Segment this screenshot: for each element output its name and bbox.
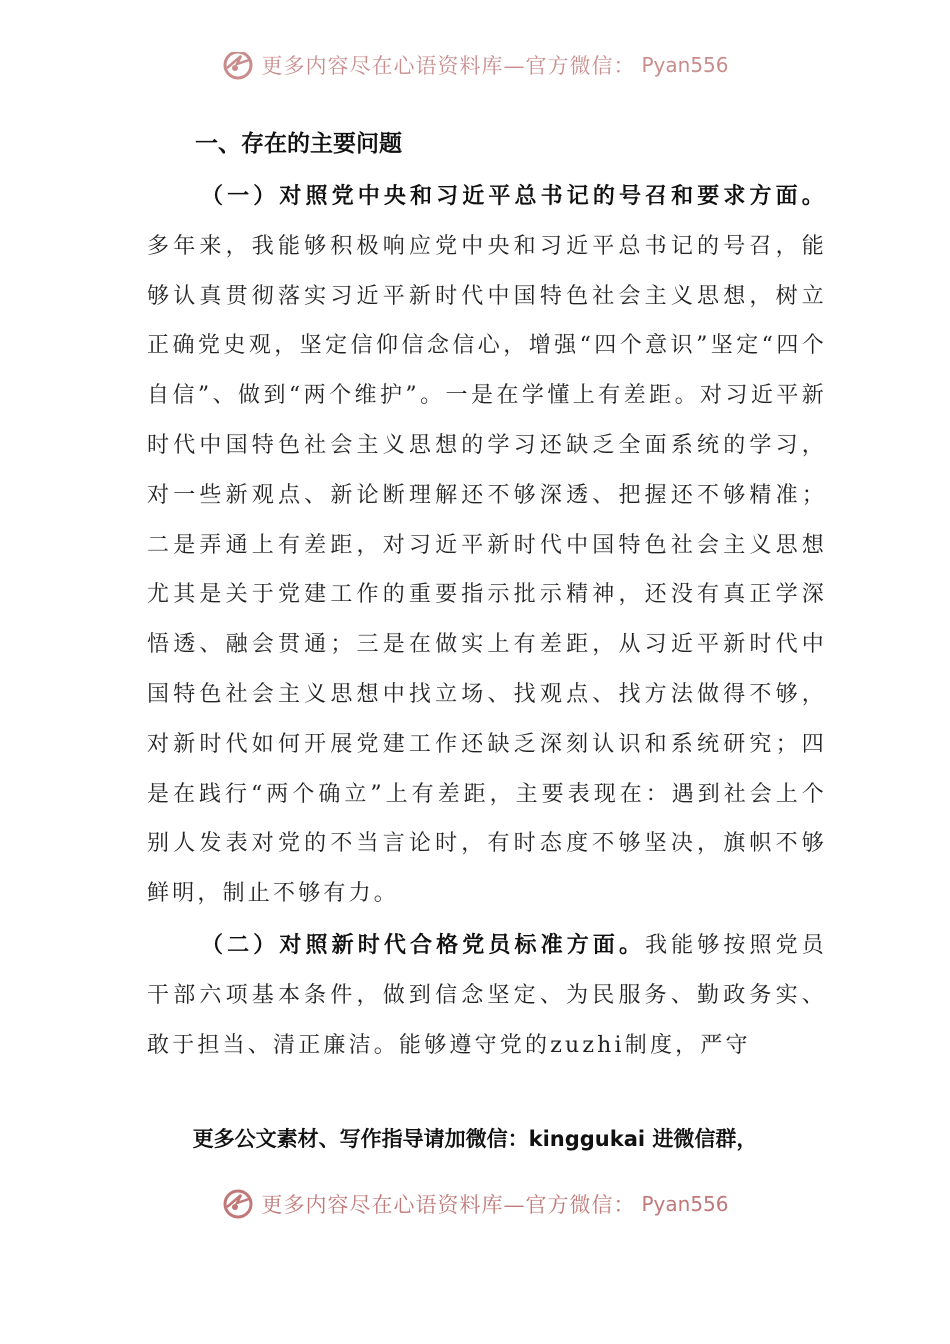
- watermark-bottom: [0, 1182, 950, 1226]
- watermark-id: Pyan556: [641, 53, 729, 77]
- watermark-logo-icon: [221, 1187, 255, 1221]
- footer-promo: 更多公文素材、写作指导请加微信：kinggukai 进微信群，: [192, 1127, 758, 1151]
- paragraph-1-heading: （一）对照党中央和习近平总书记的号召和要求方面。: [201, 183, 827, 209]
- paragraph-1-body: 多年来，我能够积极响应党中央和习近平总书记的号召，能够认真贯彻落实习近平新时代中国特色社会主义思想，树立正确党史观，坚定信仰信念信心，增强“四个意识”坚定“四个自信”、做到“两个维护”。一是在学懂上有差距。对习近平新时代中国特色社会主义思想的学习还缺乏全面系统的学习，对一些新观点、新论断理解还不够深透、把握还不够精准；二是弄通上有差距，对习近平新时代中国特色社会主义思想尤其是关于党建工作的重要指示批示精神，还没有真正学深悟透、融会贯通；三是在做实上有差距，从习近平新时代中国特色社会主义思想中找立场、找观点、找方法做得不够，对新时代如何开展党建工作还缺乏深刻认识和系统研究；四是在践行“两个确立”上有差距，主要表现在：遇到社会上个别人发表对党的不当言论时，有时态度不够坚决，旗帜不够鲜明，制止不够有力。: [147, 233, 827, 907]
- watermark-logo-icon: [221, 52, 255, 82]
- document-body: [147, 122, 827, 1070]
- paragraph-2-body: 我能够按照党员干部六项基本条件，做到信念坚定、为民服务、勤政务实、敢于担当、清正廉洁。能够遵守党的zuzhi制度，严守: [147, 932, 827, 1058]
- paragraph-2: [147, 921, 827, 1070]
- paragraph-2-heading: （二）对照新时代合格党员标准方面。: [201, 931, 646, 958]
- paragraph-1: [147, 172, 827, 919]
- watermark-text: 更多内容尽在心语资料库—官方微信：: [261, 54, 636, 78]
- watermark-id: Pyan556: [641, 1192, 729, 1216]
- section-heading: 一、存在的主要问题: [195, 131, 402, 157]
- watermark-top: [0, 52, 950, 92]
- watermark-text: 更多内容尽在心语资料库—官方微信：: [261, 1193, 636, 1217]
